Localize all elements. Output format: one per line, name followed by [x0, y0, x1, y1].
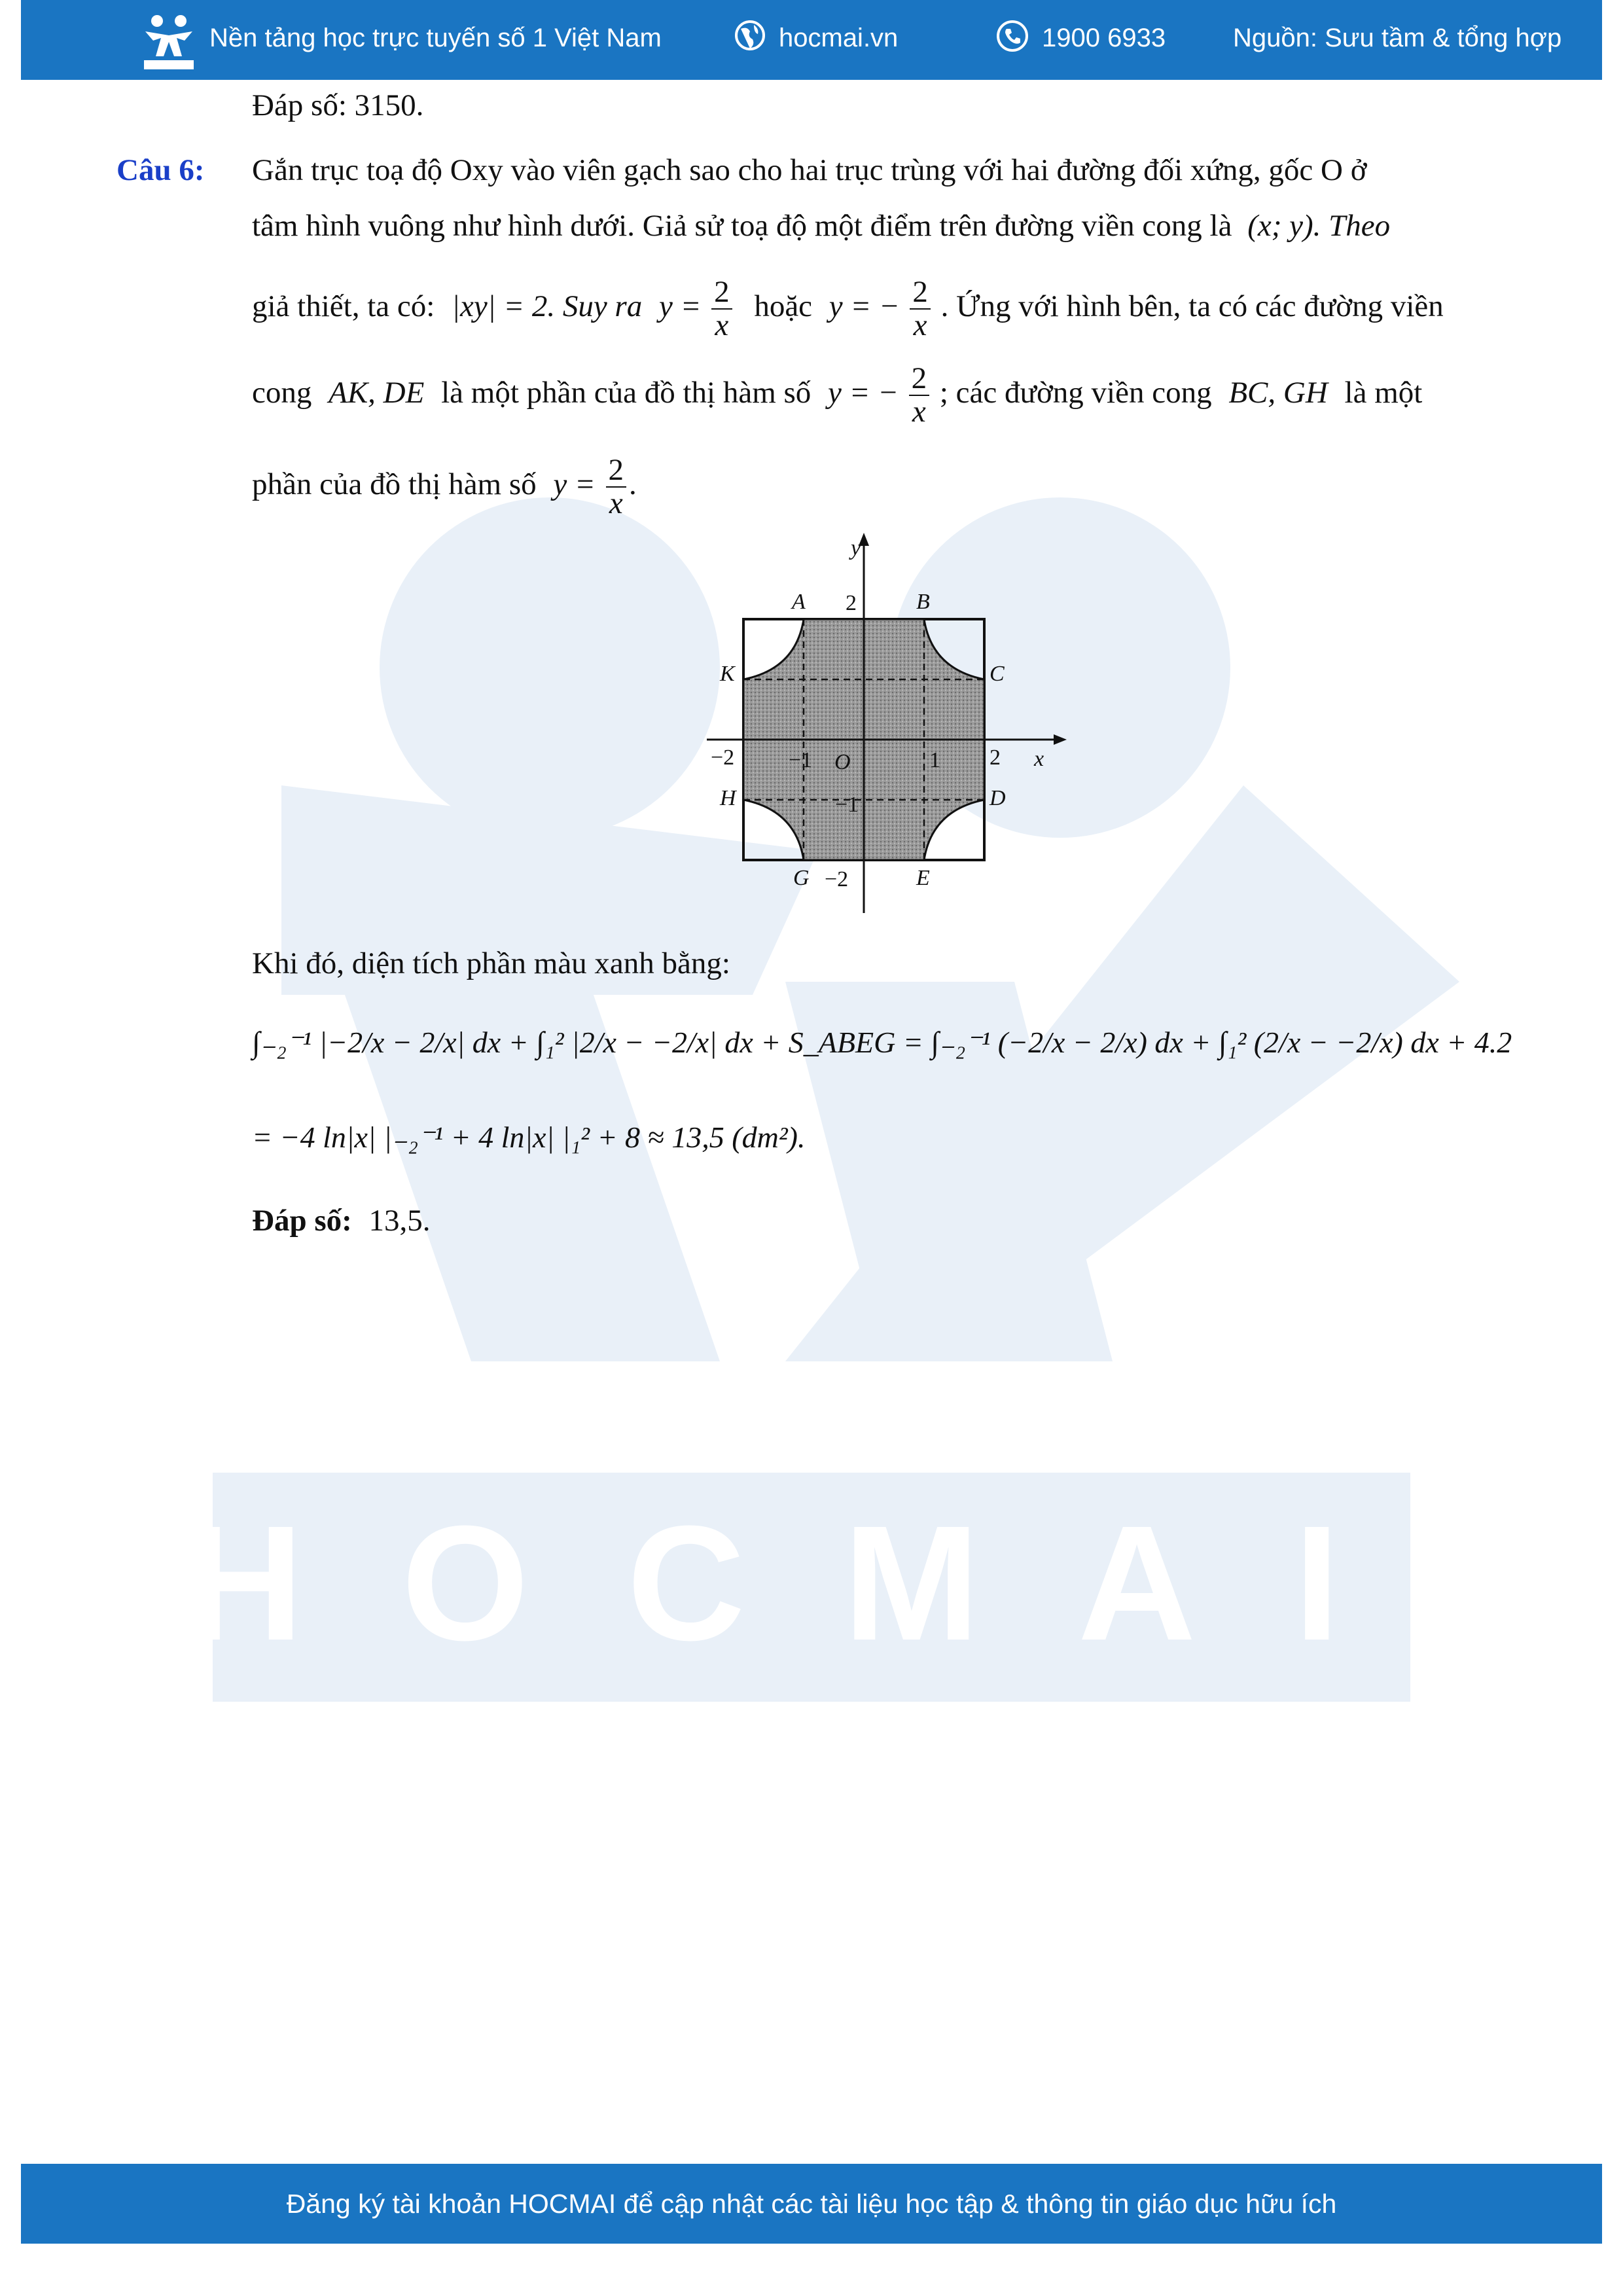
- tick-y-2: 2: [846, 591, 857, 615]
- tick-x-1: 1: [929, 748, 940, 772]
- word-hoac: hoặc: [754, 289, 813, 323]
- point-C: C: [990, 662, 1005, 686]
- fraction-2-over-x-2: $\frac{2}{x}$: [606, 454, 627, 520]
- question-line-5: phần của đồ thị hàm số y = $\frac{2}{x}$ .: [252, 452, 637, 521]
- header-website-link[interactable]: hocmai.vn: [779, 24, 899, 52]
- question-line-5-text: phần của đồ thị hàm số: [252, 467, 537, 501]
- solution-intro: Khi đó, diện tích phần màu xanh bằng:: [252, 946, 730, 980]
- question-label: Câu 6:: [116, 153, 205, 187]
- x-axis-arrow: [1054, 734, 1067, 745]
- tile-figure: [687, 530, 1080, 923]
- point-E: E: [916, 866, 930, 890]
- question-line-1: Gắn trục toạ độ Oxy vào viên gạch sao cho hai trục trùng với hai đường đối xứng, gốc O ở: [252, 153, 1367, 187]
- point-B: B: [916, 590, 930, 614]
- fraction-2-over-x: $\frac{2}{x}$: [711, 276, 732, 342]
- final-answer-value: 13,5.: [368, 1204, 431, 1238]
- question-line-4: cong AK, DE là một phần của đồ thị hàm số y = − $\frac{2}{x}$ ; các đường viền cong BC, GH là một: [252, 361, 1423, 429]
- globe-icon: [734, 20, 766, 58]
- point-A: A: [792, 590, 806, 614]
- question-line-2-text: tâm hình vuông như hình dưới. Giả sử toạ độ một điểm trên đường viền cong là: [252, 209, 1232, 243]
- question-line-4-end: là một: [1344, 376, 1423, 410]
- final-answer-label: Đáp số:: [252, 1204, 352, 1238]
- header-source: Nguồn: Sưu tầm & tổng hợp: [1233, 24, 1562, 52]
- curves-ak-de: AK, DE: [329, 376, 425, 410]
- prev-answer: Đáp số: 3150.: [252, 88, 424, 122]
- phone-icon: [996, 20, 1029, 59]
- tick-x-2: 2: [990, 745, 1001, 770]
- point-D: D: [990, 786, 1006, 810]
- x-axis-label: x: [1034, 747, 1044, 771]
- question-line-3: giả thiết, ta có: |xy| = 2. Suy ra y = $\frac{2}{x}$ hoặc y = − $\frac{2}{x}$ . Ứng với hình bên, ta có các đường viền: [252, 274, 1444, 343]
- condition-xy: |xy| = 2. Suy ra: [452, 289, 643, 323]
- solution-formula-line-2: = −4 ln|x| |₋₂⁻¹ + 4 ln|x| |₁² + 8 ≈ 13,5 (dm²).: [252, 1121, 806, 1154]
- tick-x-minus-2: −2: [711, 745, 735, 770]
- point-K: K: [720, 662, 735, 686]
- hocmai-logo: [139, 12, 199, 71]
- point-H: H: [720, 786, 736, 810]
- tick-y-minus-1: −1: [835, 793, 859, 817]
- question-line-4-mid: ; các đường viền cong: [939, 376, 1212, 410]
- question-line-3-text: giả thiết, ta có:: [252, 289, 435, 323]
- fraction-minus-2-over-x-2: $\frac{2}{x}$: [909, 363, 930, 429]
- question-line-3-end: . Ứng với hình bên, ta có các đường viền: [940, 289, 1444, 323]
- origin-label: O: [834, 750, 851, 774]
- footer-bar: Đăng ký tài khoản HOCMAI để cập nhật các tài liệu học tập & thông tin giáo dục hữu ích: [21, 2164, 1602, 2244]
- watermark-text: HOCMAI: [185, 1492, 1438, 1674]
- curves-bc-gh: BC, GH: [1228, 376, 1328, 410]
- header-bar: [21, 0, 1602, 80]
- final-answer: [252, 1203, 431, 1238]
- point-coordinate: (x; y). Theo: [1247, 209, 1391, 243]
- question-line-2: [252, 208, 1390, 243]
- y-axis-label: y: [851, 536, 861, 560]
- question-line-4-text: là một phần của đồ thị hàm số: [441, 376, 812, 410]
- point-G: G: [793, 866, 810, 890]
- header-phone[interactable]: 1900 6933: [1042, 24, 1166, 52]
- word-cong: cong: [252, 376, 312, 410]
- tick-y-minus-2: −2: [825, 867, 849, 891]
- tick-x-minus-1: −1: [789, 748, 813, 772]
- solution-formula-line-1: ∫₋₂⁻¹ |−2/x − 2/x| dx + ∫₁² |2/x − −2/x| dx + S_ABEG = ∫₋₂⁻¹ (−2/x − 2/x) dx + ∫₁² (2/x − −2/x) dx + 4.2: [252, 1026, 1512, 1059]
- fraction-minus-2-over-x: $\frac{2}{x}$: [910, 276, 931, 342]
- header-tagline: Nền tảng học trực tuyến số 1 Việt Nam: [209, 24, 662, 52]
